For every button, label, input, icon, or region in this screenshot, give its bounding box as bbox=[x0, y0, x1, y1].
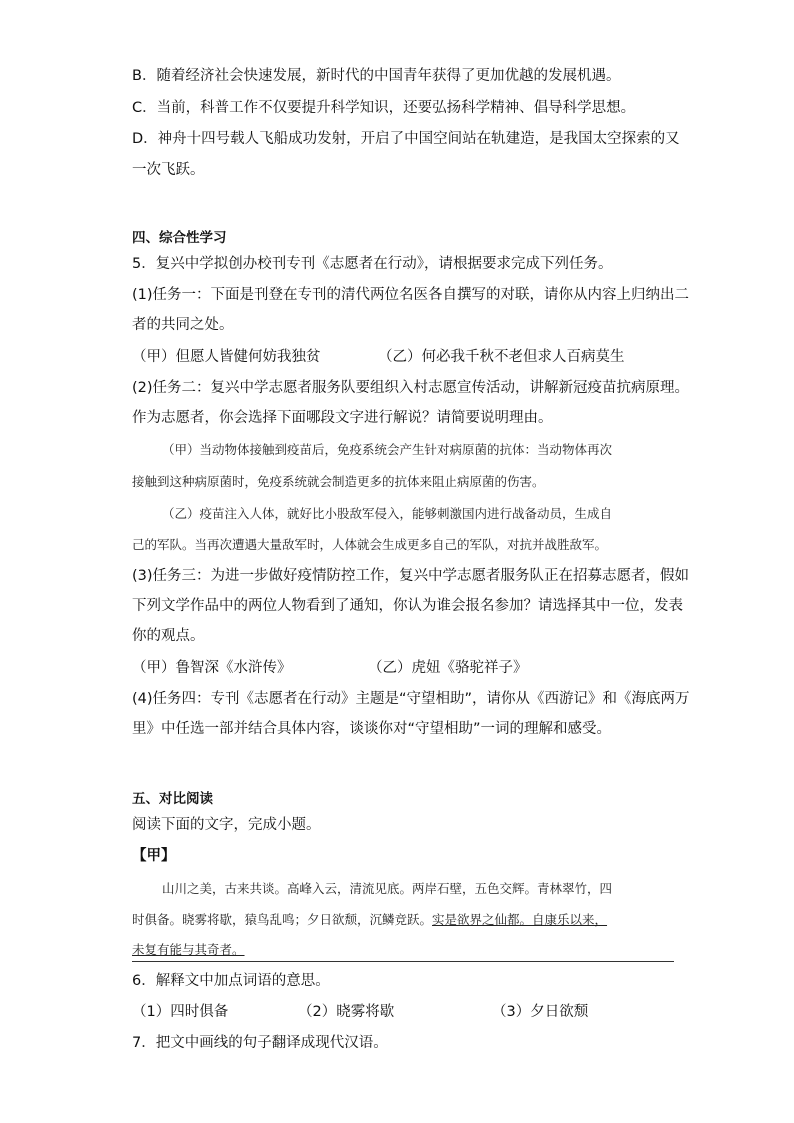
passage-b-line2: 己的军队。当再次遭遇大量敌军时，人体就会生成更多自己的军队，对抗并战胜敌军。 bbox=[132, 537, 608, 552]
task4-line1: (4)任务四：专刊《志愿者在行动》主题是“守望相助”，请你从《西游记》和《海底两万 bbox=[132, 691, 690, 707]
classical-text-plain: 时俱备。晓雾将歇，猿鸟乱鸣；夕日欲颓，沉鳞竞跃。 bbox=[132, 912, 433, 927]
couplet-a: （甲）但愿人皆健何妨我独贫 bbox=[132, 349, 321, 365]
option-c: C．当前，科普工作不仅要提升科学知识，还要弘扬科学精神、倡导科学思想。 bbox=[132, 100, 636, 116]
classical-text-line3: 未复有能与其奇者。 bbox=[132, 942, 245, 957]
section4-heading: 四、综合性学习 bbox=[132, 230, 227, 246]
characters bbox=[132, 658, 528, 678]
task1-line1: (1)任务一：下面是刊登在专刊的清代两位名医各自撰写的对联，请你从内容上归纳出二 bbox=[132, 287, 690, 303]
classical-text-line1: 山川之美，古来共谈。高峰入云，清流见底。两岸石壁，五色交辉。青林翠竹，四 bbox=[162, 881, 613, 896]
character-a: （甲）鲁智深《水浒传》 bbox=[132, 660, 292, 676]
passage-label-jia: 【甲】 bbox=[132, 848, 176, 864]
passage-a-line2: 接触到这种病原菌时，免疫系统就会制造更多的抗体来阻止病原菌的伤害。 bbox=[132, 474, 545, 489]
question-5: 5．复兴中学拟创办校刊专刊《志愿者在行动》，请根据要求完成下列任务。 bbox=[132, 256, 613, 272]
question-6: 6．解释文中加点词语的意思。 bbox=[132, 973, 330, 989]
passage-b-line1: （乙）疫苗注入人体，就好比小股敌军侵入，能够刺激国内进行战备动员，生成自 bbox=[162, 506, 613, 521]
task3-line3: 你的观点。 bbox=[132, 628, 205, 644]
section5-heading: 五、对比阅读 bbox=[132, 791, 213, 807]
task4-line2: 里》中任选一部并结合具体内容，谈谈你对“守望相助”一词的理解和感受。 bbox=[132, 721, 612, 737]
passage-a-line1: （甲）当动物体接触到疫苗后，免疫系统会产生针对病原菌的抗体：当动物体再次 bbox=[162, 442, 613, 457]
task1-line2: 者的共同之处。 bbox=[132, 317, 234, 333]
task2-line1: (2)任务二：复兴中学志愿者服务队要组织入村志愿宣传活动，讲解新冠疫苗抗病原理。 bbox=[132, 380, 690, 396]
passage-divider bbox=[132, 961, 674, 962]
option-b: B．随着经济社会快速发展，新时代的中国青年获得了更加优越的发展机遇。 bbox=[132, 68, 621, 84]
task3-line1: (3)任务三：为进一步做好疫情防控工作，复兴中学志愿者服务队正在招募志愿者，假如 bbox=[132, 568, 690, 584]
task3-line2: 下列文学作品中的两位人物看到了通知，你认为谁会报名参加？请选择其中一位，发表 bbox=[132, 598, 683, 614]
question-7: 7．把文中画线的句子翻译成现代汉语。 bbox=[132, 1035, 388, 1051]
couplet-b: （乙）何必我千秋不老但求人百病莫生 bbox=[378, 349, 625, 365]
reading-instruction: 阅读下面的文字，完成小题。 bbox=[132, 817, 321, 833]
q6-item3: （3）夕日欲颓 bbox=[492, 1004, 589, 1020]
character-b: （乙）虎妞《骆驼祥子》 bbox=[368, 660, 528, 676]
option-d-line2: 一次飞跃。 bbox=[132, 162, 205, 178]
question-6-items bbox=[132, 1002, 588, 1022]
q6-item1: （1）四时俱备 bbox=[132, 1004, 229, 1020]
classical-text-line2 bbox=[132, 910, 607, 930]
q6-item2: （2）晓雾将歇 bbox=[298, 1004, 395, 1020]
task2-line2: 作为志愿者，你会选择下面哪段文字进行解说？请简要说明理由。 bbox=[132, 410, 553, 426]
couplets bbox=[132, 347, 625, 367]
classical-text-underlined: 实是欲界之仙都。自康乐以来， bbox=[432, 912, 608, 927]
option-d-line1: D．神舟十四号载人飞船成功发射，开启了中国空间站在轨建造，是我国太空探索的又 bbox=[132, 131, 680, 147]
